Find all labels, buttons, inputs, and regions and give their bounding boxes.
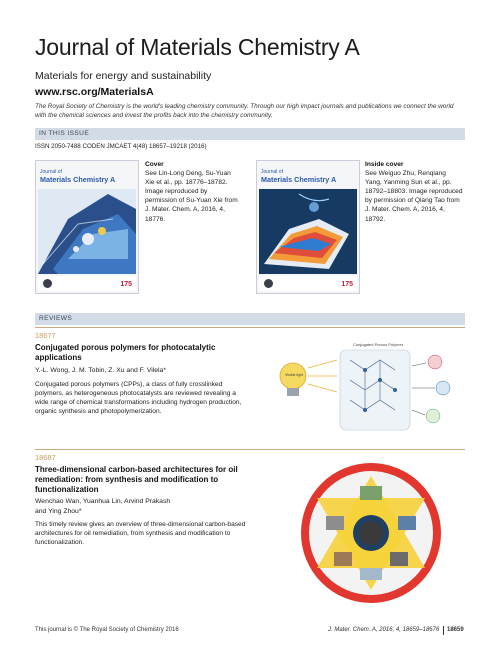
figure-label: Conjugated Porous Polymer — [353, 342, 404, 347]
divider — [35, 449, 465, 450]
review-description: Conjugated porous polymers (CPPs), a class of fully crosslinked polymers, as heterogeneous photocatalysts are reviewed revealing a wide range of chemical transformations including hydrogen production, organic synthesis and photopolymerization. — [35, 381, 242, 416]
footer-page-number: 18659 — [447, 627, 464, 633]
journal-url-link[interactable]: www.rsc.org/MaterialsA — [35, 86, 154, 98]
figure-sublabel: Visible light — [285, 373, 304, 377]
anniversary-badge: 175 — [120, 281, 132, 288]
footer-citation: J. Mater. Chem. A, 2016, 4, 18659–18676 — [328, 627, 440, 633]
cover-heading: Cover — [145, 161, 164, 168]
cover-thumbnail[interactable] — [35, 160, 139, 294]
rsc-logo-icon — [264, 279, 273, 288]
review-title-link[interactable]: Conjugated porous polymers for photocatalytic applications — [35, 343, 216, 362]
reviews-header: REVIEWS — [35, 313, 465, 325]
cover-artwork-image — [38, 189, 136, 274]
divider — [35, 327, 465, 328]
rsc-logo-icon — [43, 279, 52, 288]
review-authors: Y.-L. Wong, J. M. Tobin, Z. Xu and F. Vilela* — [35, 367, 166, 374]
review-description: This timely review gives an overview of three-dimensional carbon-based architectures for oil remediation, from synthesis and modification to functionalization. — [35, 521, 246, 547]
inside-cover-mini-title: Journal of Materials Chemistry A — [261, 169, 337, 184]
review-graphical-abstract — [275, 336, 465, 444]
rsc-blurb: The Royal Society of Chemistry is the world's leading chemistry community. Through our high impact journals and publications we connect the world with the chemical sciences and invest the profits back into the chemistry community. — [35, 103, 454, 119]
inside-cover-heading: Inside cover — [365, 161, 404, 168]
review-page-number: 18687 — [35, 453, 56, 462]
inside-cover-artwork-image — [259, 189, 357, 274]
inside-cover-text: See Weiguo Zhu, Renqiang Yang, Yanming Sun et al., pp. 18792–18803. Image reproduced by permission of Qiang Tao from J. Mater. Chem. A, 2016, 4, 18792. — [365, 170, 463, 223]
anniversary-badge: 175 — [341, 281, 353, 288]
journal-title: Journal of Materials Chemistry A — [35, 34, 360, 60]
journal-subtitle: Materials for energy and sustainability — [35, 70, 212, 82]
inside-cover-caption — [365, 160, 463, 224]
cover-caption — [145, 160, 241, 224]
in-this-issue-header: IN THIS ISSUE — [35, 128, 465, 140]
cover-text: See Lin-Long Deng, Su-Yuan Xie et al., pp. 18776–18782. Image reproduced by permission of Su-Yuan Xie from J. Mater. Chem. A, 2016, 4, 18776. — [145, 170, 238, 223]
issn-line: ISSN 2050-7488 CODEN JMCAET 4(48) 18657–19218 (2016) — [35, 143, 207, 150]
review-graphical-abstract — [296, 458, 446, 608]
review-title-link[interactable]: Three-dimensional carbon-based architectures for oil remediation: from synthesis and modification to functionalization — [35, 465, 238, 494]
cover-mini-title: Journal of Materials Chemistry A — [40, 169, 116, 184]
footer-copyright: This journal is © The Royal Society of Chemistry 2016 — [35, 627, 179, 633]
footer-separator — [443, 626, 444, 635]
review-authors: Wenchao Wan, Yuanhua Lin, Arvind Prakash and Ying Zhou* — [35, 498, 171, 515]
review-page-number: 18677 — [35, 331, 56, 340]
inside-cover-thumbnail[interactable] — [256, 160, 360, 294]
